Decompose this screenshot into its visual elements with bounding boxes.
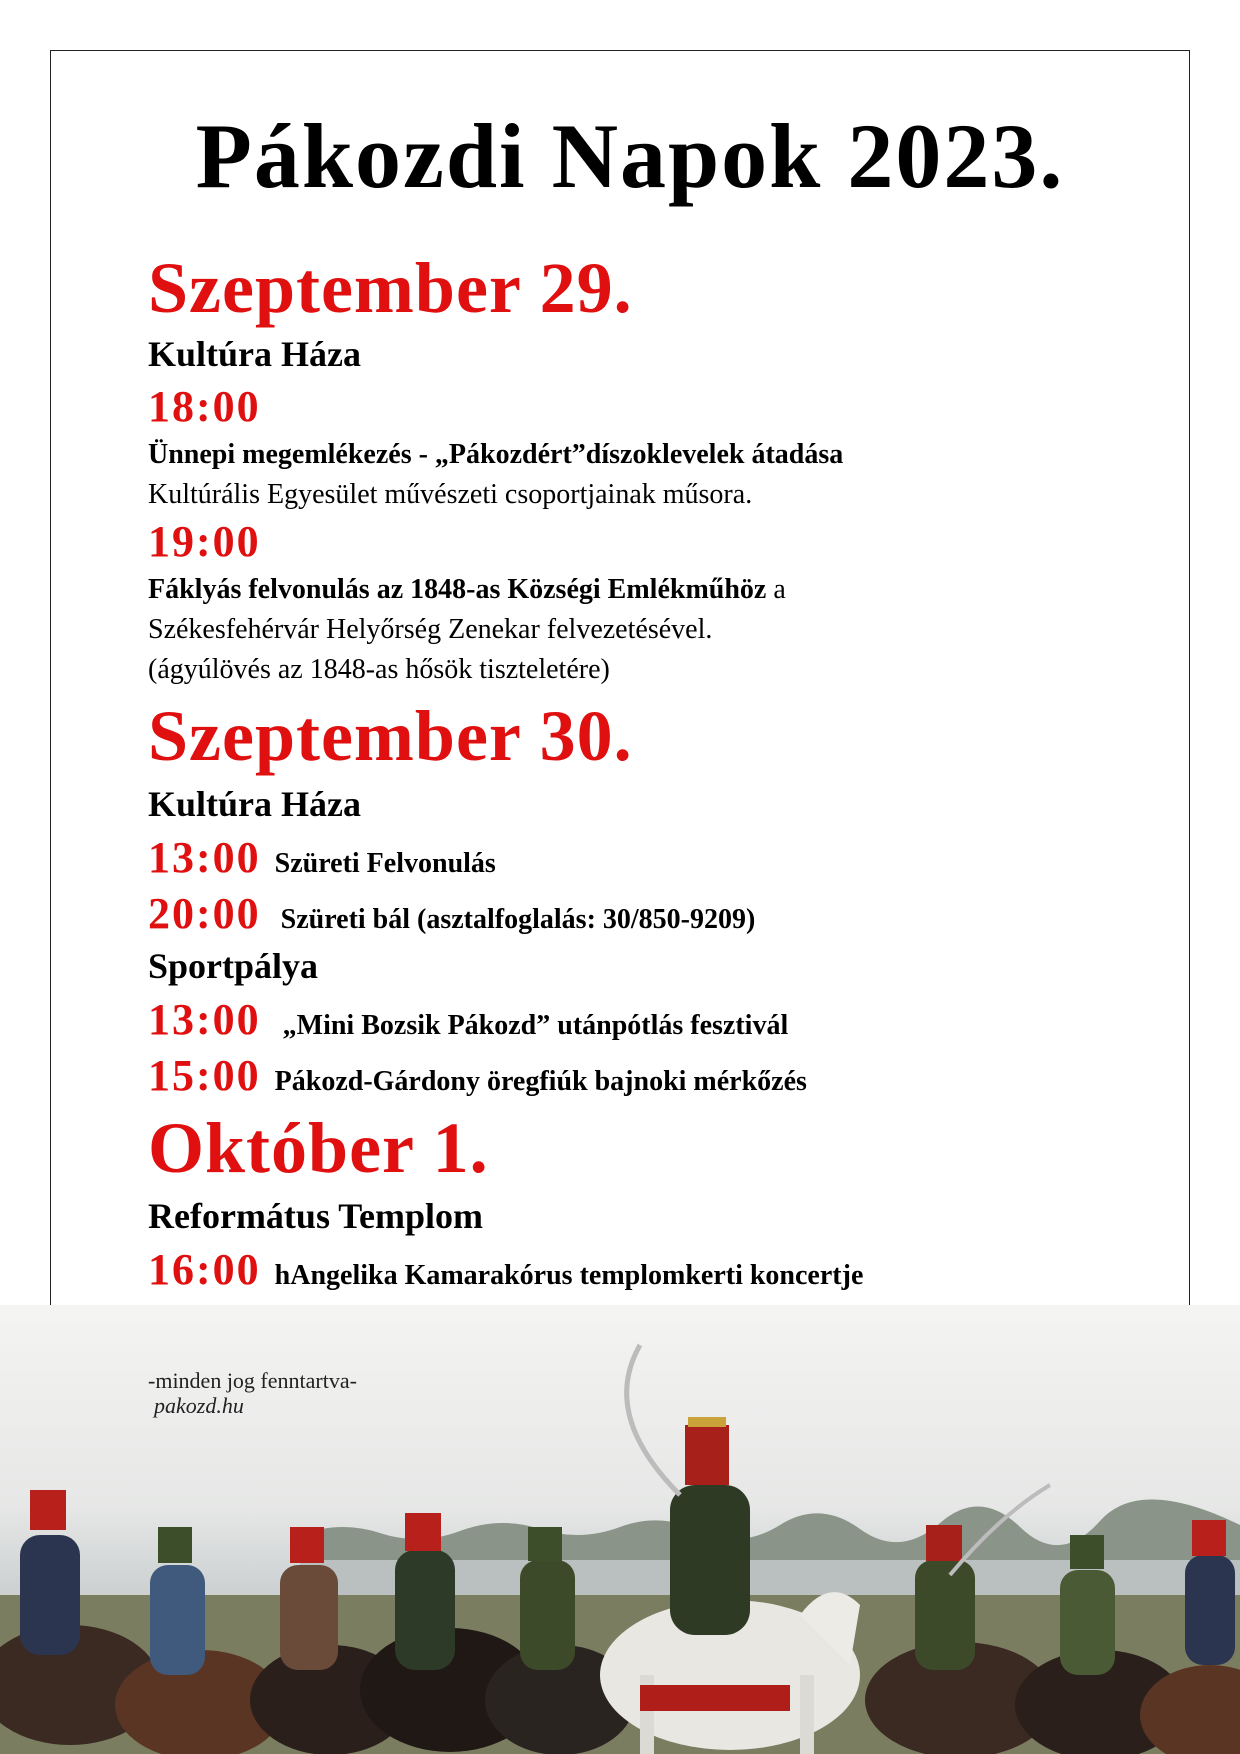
day-2-venue-2: Sportpálya [148, 946, 319, 986]
day-1-event-1800-desc: Kultúrális Egyesület művészeti csoportjainak műsora. [148, 479, 753, 510]
day-1-venue: Kultúra Háza [148, 334, 361, 374]
footer-note [148, 1368, 357, 1419]
day-2-date: Szeptember 30. [148, 696, 633, 776]
day-1-time-1900: 19:00 [148, 517, 261, 566]
day-1-date: Szeptember 29. [148, 248, 633, 328]
day-2-event-4-text: Pákozd-Gárdony öregfiúk bajnoki mérkőzés [274, 1066, 807, 1097]
day-2-event-1-time: 13:00 [148, 833, 261, 882]
day-2-event-2-time: 20:00 [148, 889, 261, 938]
day-1-event-1900-title-row [148, 576, 786, 604]
day-2-event-3-time: 13:00 [148, 995, 261, 1044]
day-1-event-1900-tail: a [766, 574, 786, 605]
footer-rights: -minden jog fenntartva- [148, 1368, 357, 1393]
day-1-event-1900-desc: Székesfehérvár Helyőrség Zenekar felvezetésével. [148, 614, 713, 645]
day-3-venue: Református Templom [148, 1196, 483, 1236]
day-2-event-3 [148, 994, 788, 1045]
day-2-venue-1: Kultúra Háza [148, 784, 361, 824]
day-1-event-1900-title: Fáklyás felvonulás az 1848-as Községi Emlékműhöz [148, 574, 767, 605]
day-3-event-1-time: 16:00 [148, 1245, 261, 1294]
day-2-event-2 [148, 888, 755, 939]
day-1-event-1900-note: (ágyúlövés az 1848-as hősök tiszteletére) [148, 654, 610, 685]
day-2-event-2-text: Szüreti bál (asztalfoglalás: 30/850-9209) [280, 904, 756, 935]
day-2-event-3-text: „Mini Bozsik Pákozd” utánpótlás fesztivál [282, 1010, 789, 1041]
day-2-event-4-time: 15:00 [148, 1051, 261, 1100]
day-2-event-1-text: Szüreti Felvonulás [274, 848, 496, 879]
day-1-time-1800: 18:00 [148, 382, 261, 431]
day-1-event-1800-title: Ünnepi megemlékezés - „Pákozdért”díszoklevelek átadása [148, 439, 844, 470]
day-3-date: Október 1. [148, 1108, 489, 1188]
day-3-event-1-text: hAngelika Kamarakórus templomkerti koncertje [274, 1260, 864, 1291]
day-2-event-1 [148, 832, 496, 883]
day-3-event-1 [148, 1244, 863, 1295]
page-title: Pákozdi Napok 2023. [195, 105, 1065, 207]
footer-site: pakozd.hu [154, 1393, 244, 1419]
day-2-event-4 [148, 1050, 807, 1101]
